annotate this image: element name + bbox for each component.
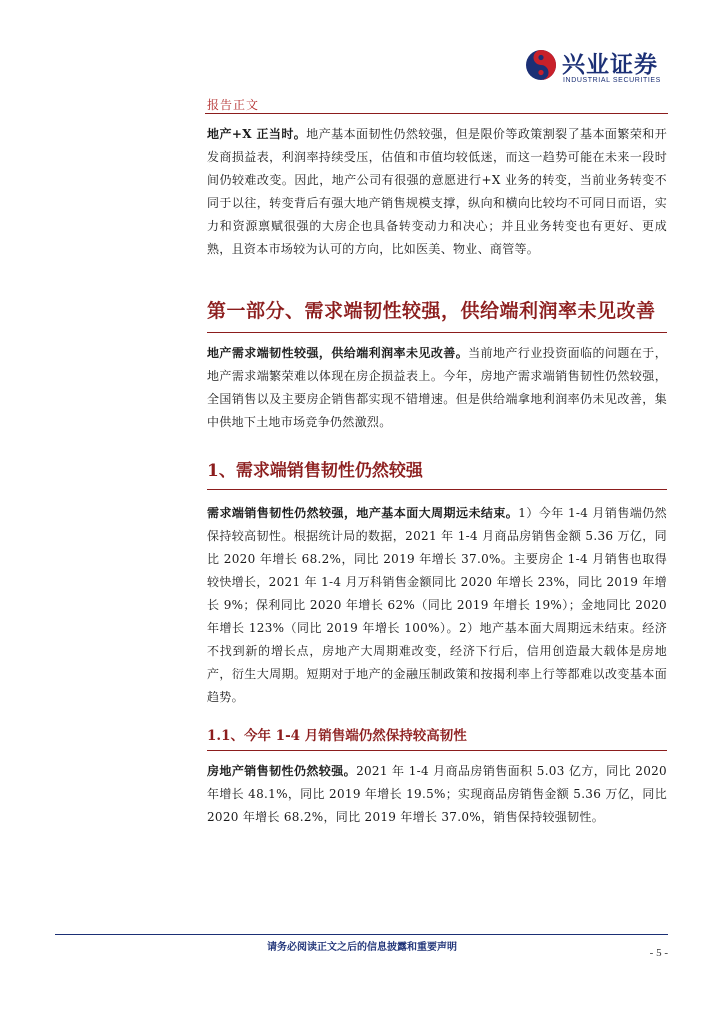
- logo-name-en: INDUSTRIAL SECURITIES: [563, 77, 661, 84]
- footer-disclaimer: 请务必阅读正文之后的信息披露和重要声明: [267, 942, 457, 953]
- subsection-1-1-text: 2021 年 1-4 月商品房销售面积 5.03 亿方，同比 2020 年增长 48.1%，同比 2019 年增长 19.5%；实现商品房销售金额 5.36 万亿，同比 2020 年增长 68.2%，同比 2019 年增长 37.0%，销售保持较强韧性。: [207, 764, 667, 824]
- header-divider: [205, 113, 668, 114]
- report-body: [207, 123, 667, 829]
- logo-name-cn: 兴业证券: [562, 52, 658, 78]
- section-1-paragraph: [207, 502, 667, 709]
- intro-text: 地产基本面韧性仍然较强，但是限价等政策割裂了基本面繁荣和开发商损益表，利润率持续受压，估值和市值均较低迷，而这一趋势可能在未来一段时间仍较难改变。因此，地产公司有很强的意愿进行+X 业务的转变，当前业务转变不同于以往，转变背后有强大地产销售规模支撑，纵向和横向比较均不可同日而语，实力和资源禀赋很强的大房企也具备转变动力和决心；并且业务转变也有更好、更成熟，且资本市场较为认可的方向，比如医美、物业、商管等。: [207, 127, 668, 256]
- intro-paragraph: [207, 123, 667, 261]
- subsection-1-1-paragraph: [207, 760, 667, 829]
- part-text: 当前地产行业投资面临的问题在于，地产需求端繁荣难以体现在房企损益表上。今年，房地产需求端销售韧性仍然较强，全国销售以及主要房企销售都实现不错增速。但是供给端拿地利润率仍未见改善，集中供地下土地市场竞争仍然激烈。: [207, 346, 667, 429]
- page-number: - 5 -: [649, 947, 668, 959]
- footer-divider: [55, 934, 668, 935]
- subsection-heading-1-1: 1.1、今年 1-4 月销售端仍然保持较高韧性: [207, 724, 667, 751]
- industrial-securities-logo-icon: [525, 49, 557, 81]
- part-lead: 地产需求端韧性较强，供给端利润率未见改善。: [207, 346, 469, 360]
- part-title: 第一部分、需求端韧性较强，供给端利润率未见改善: [207, 296, 667, 333]
- brand-logo: [525, 46, 670, 90]
- section-1-lead: 需求端销售韧性仍然较强，地产基本面大周期远未结束。: [207, 506, 519, 520]
- section-label: 报告正文: [207, 98, 260, 112]
- intro-lead: 地产+X 正当时。: [207, 127, 307, 141]
- section-1-text: 1）今年 1-4 月销售端仍然保持较高韧性。根据统计局的数据，2021 年 1-4 月商品房销售金额 5.36 万亿，同比 2020 年增长 68.2%，同比 2019 年增长 37.0%。主要房企 1-4 月销售也取得较快增长，2021 年 1-4 月万科销售金额同比 2020 年增长 23%，同比 2019 年增长 9%；保利同比 2020 年增长 62%（同比 2019 年增长 19%）；金地同比 2020 年增长 123%（同比 2019 年增长 100%）。2）地产基本面大周期远未结束。经济不找到新的增长点，房地产大周期难改变，经济下行后，信用创造最大载体是房地产，衍生大周期。短期对于地产的金融压制政策和按揭利率上行等都难以改变基本面趋势。: [207, 506, 667, 704]
- section-heading-1: 1、需求端销售韧性仍然较强: [207, 456, 667, 490]
- subsection-1-1-lead: 房地产销售韧性仍然较强。: [207, 764, 357, 778]
- part-paragraph: [207, 342, 667, 434]
